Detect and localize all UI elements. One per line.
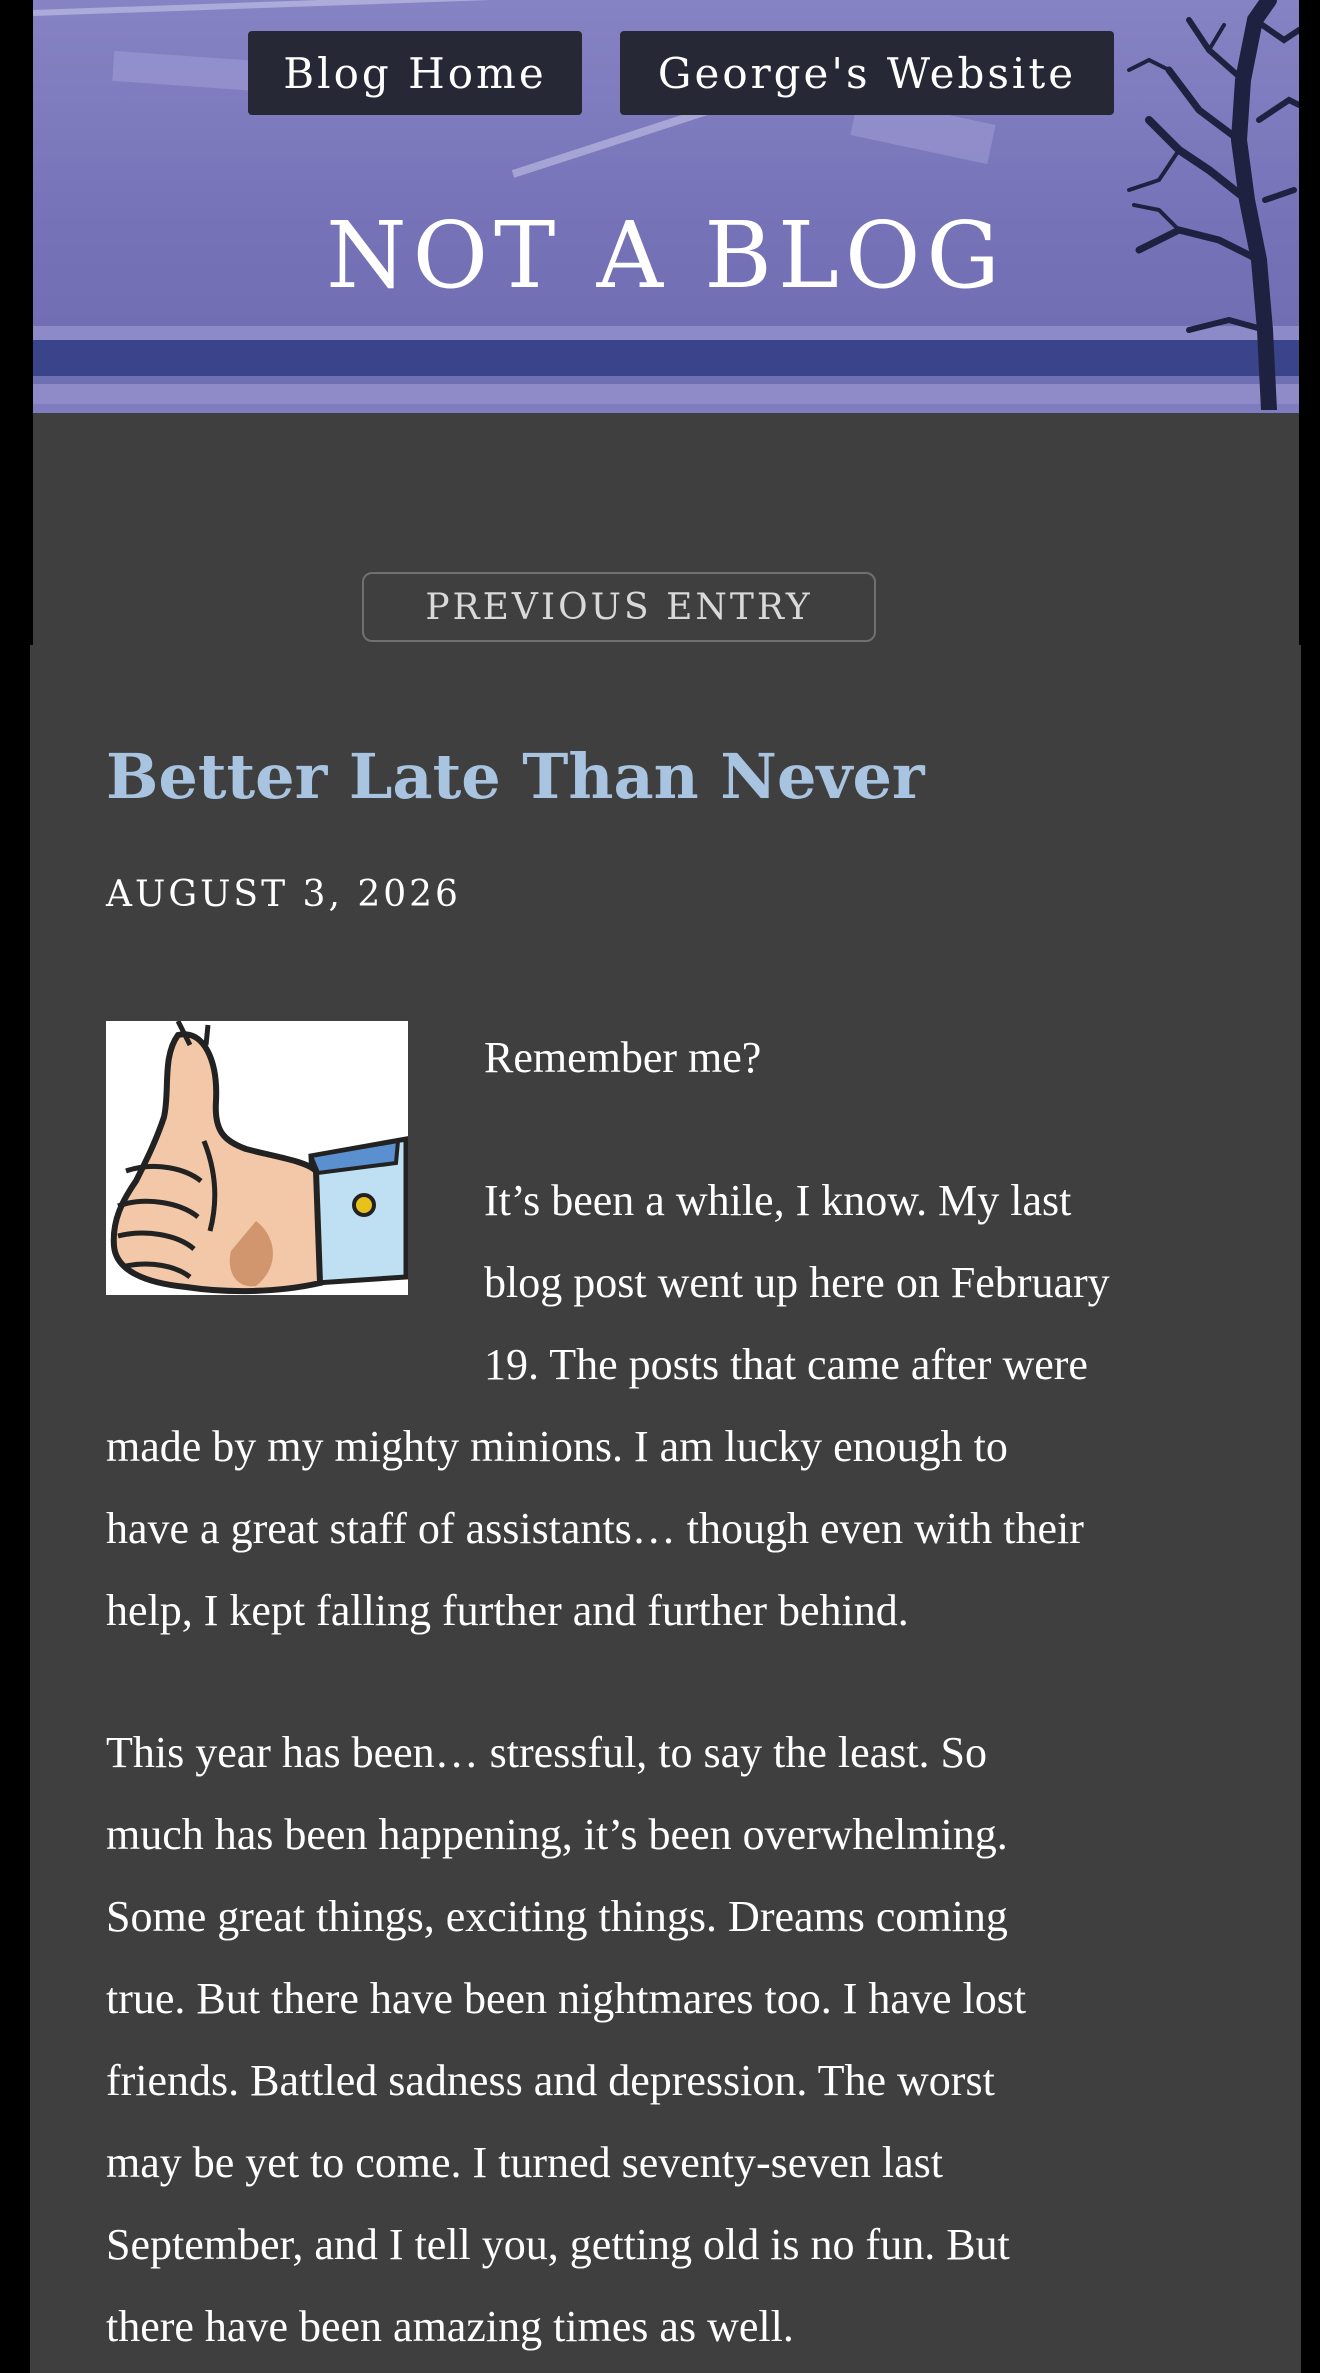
post-date: AUGUST 3, 2026 [106,874,461,915]
post-paragraph: It’s been a while, I know. My last blog post went up here on February 19. The posts that came after were [484,1176,1110,1389]
georges-website-button[interactable]: George's Website [620,31,1114,115]
header-band [33,340,1299,376]
header-band [33,384,1299,404]
header-band [33,326,1299,340]
thumbs-up-icon [106,1021,408,1295]
site-title[interactable]: NOT A BLOG [326,202,1006,309]
site-header-banner [33,0,1299,413]
previous-entry-button[interactable]: PREVIOUS ENTRY [362,572,876,642]
post-paragraph: made by my mighty minions. I am lucky enough to have a great staff of assistants… though even with their help, I kept falling further and further behind. [106,1422,1084,1635]
header-streak [33,0,733,16]
post-title[interactable]: Better Late Than Never [106,740,925,813]
post-paragraph: Remember me? [484,1033,762,1082]
post-paragraph: This year has been… stressful, to say the least. So much has been happening, it’s been overwhelming. Some great things, exciting things. Dreams coming true. But there have been nightmares too. I have lost friends. Battled sadness and depression. The worst may be yet to come. I turned seventy-seven last September, and I tell you, getting old is no fun. But there have been amazing times as well. [106,1728,1027,2351]
thumbs-up-image[interactable] [106,1021,408,1295]
header-band [33,376,1299,384]
blog-home-button[interactable]: Blog Home [248,31,582,115]
header-band [33,404,1299,413]
